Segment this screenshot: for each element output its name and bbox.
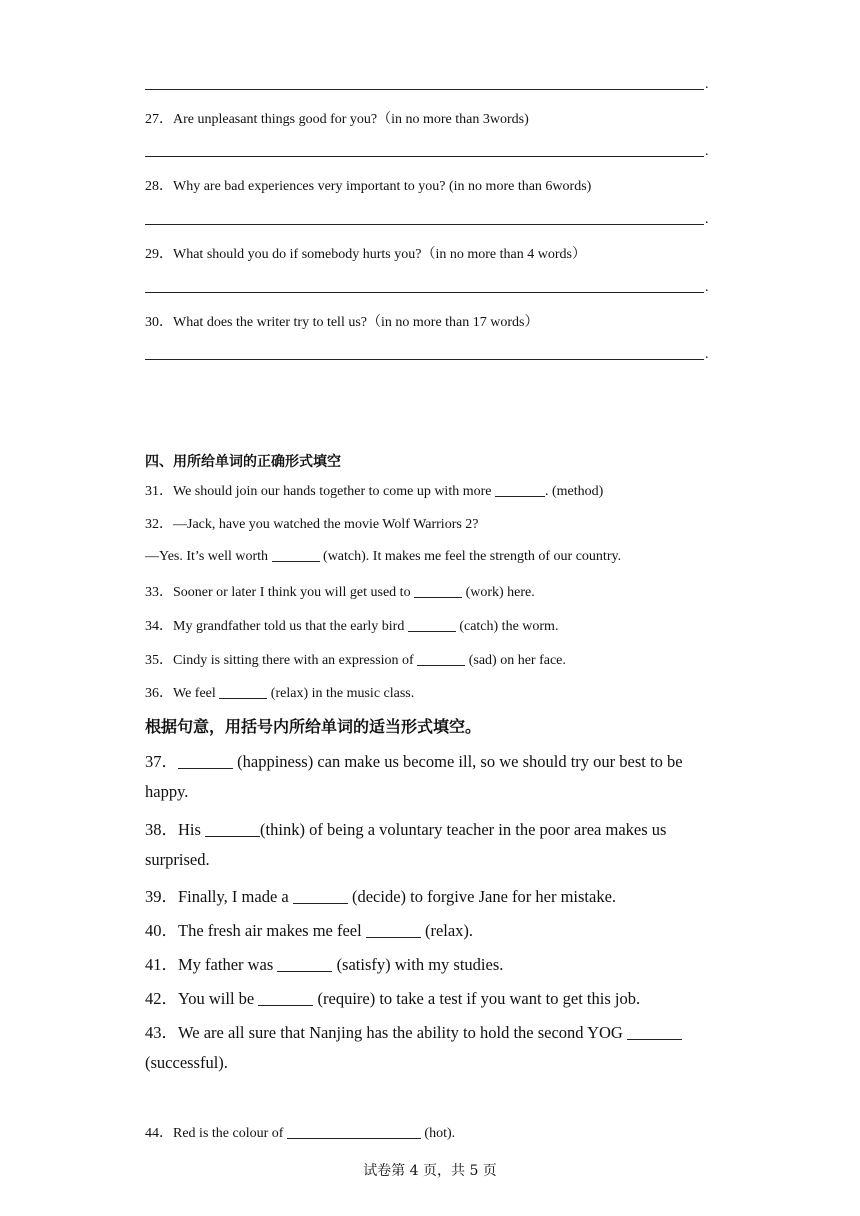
- question-number: 28．: [145, 179, 173, 194]
- question-text: What does the writer try to tell us?（in no more than 17 words）: [173, 315, 539, 330]
- answer-line-27[interactable]: [145, 156, 704, 157]
- question-32: [145, 513, 479, 533]
- answer-line-end-dot: .: [705, 144, 709, 159]
- question-30: [145, 311, 538, 331]
- question-text-after: (satisfy) with my studies.: [332, 955, 504, 974]
- fill-blank[interactable]: [408, 617, 456, 632]
- question-text-after: (relax).: [420, 921, 474, 940]
- question-32-reply: [145, 547, 621, 565]
- fill-blank[interactable]: [495, 482, 545, 497]
- question-number: 33．: [145, 585, 173, 600]
- question-text-after: (work) here.: [462, 585, 535, 600]
- fill-blank[interactable]: [205, 820, 260, 838]
- question-text-before: Finally, I made a: [178, 887, 293, 906]
- question-27: [145, 108, 529, 128]
- question-number: 44．: [145, 1126, 173, 1141]
- fill-blank[interactable]: [627, 1023, 682, 1041]
- question-text-before: The fresh air makes me feel: [178, 921, 366, 940]
- question-43: [145, 1019, 682, 1043]
- question-text-after: (watch). It makes me feel the strength of our country.: [319, 549, 622, 564]
- question-text: What should you do if somebody hurts you?（in no more than 4 words）: [173, 247, 586, 262]
- question-text-after: (relax) in the music class.: [267, 686, 415, 701]
- question-number: 30．: [145, 315, 173, 330]
- question-43-continuation: (successful).: [145, 1053, 228, 1072]
- answer-line-30[interactable]: [145, 359, 704, 360]
- question-38-continuation: surprised.: [145, 850, 210, 869]
- question-text-before: —Yes. It’s well worth: [145, 549, 272, 564]
- fill-blank[interactable]: [178, 752, 233, 770]
- question-number: 35．: [145, 653, 173, 668]
- page-footer: 试卷第 4 页，共 5 页: [363, 1163, 497, 1179]
- fill-blank[interactable]: [258, 989, 313, 1007]
- fill-blank[interactable]: [219, 684, 267, 699]
- question-38: [145, 816, 666, 840]
- question-text-after: (require) to take a test if you want to get this job.: [313, 989, 641, 1008]
- answer-line-end-dot: .: [705, 347, 709, 362]
- section-heading: 四、用所给单词的正确形式填空: [145, 454, 341, 470]
- question-text-before: We are all sure that Nanjing has the ability to hold the second YOG: [178, 1023, 627, 1042]
- question-text-after: (happiness) can make us become ill, so we should try our best to be: [233, 752, 683, 771]
- fill-blank[interactable]: [414, 583, 462, 598]
- answer-line-end-dot: .: [705, 280, 709, 295]
- question-number: 34．: [145, 619, 173, 634]
- question-37-continuation: happy.: [145, 782, 189, 801]
- question-number: 43．: [145, 1023, 178, 1042]
- question-34: [145, 615, 558, 635]
- fill-blank[interactable]: [277, 955, 332, 973]
- question-number: 27．: [145, 112, 173, 127]
- question-text: Why are bad experiences very important to you? (in no more than 6words): [173, 179, 592, 194]
- question-text-after: (sad) on her face.: [465, 653, 566, 668]
- question-number: 41．: [145, 955, 178, 974]
- question-number: 42．: [145, 989, 178, 1008]
- question-text-before: Sooner or later I think you will get used to: [173, 585, 415, 600]
- question-number: 36．: [145, 686, 173, 701]
- question-39: [145, 883, 616, 907]
- question-text-before: We should join our hands together to come up with more: [173, 484, 495, 499]
- question-text-after: (think) of being a voluntary teacher in the poor area makes us: [260, 820, 667, 839]
- question-40: [145, 917, 473, 941]
- question-number: 39．: [145, 887, 178, 906]
- question-text: —Jack, have you watched the movie Wolf Warriors 2?: [173, 517, 479, 532]
- question-text-before: My grandfather told us that the early bird: [173, 619, 408, 634]
- fill-blank[interactable]: [287, 1124, 421, 1139]
- question-text-before: My father was: [178, 955, 278, 974]
- question-text-before: Red is the colour of: [173, 1126, 287, 1141]
- question-text-after: (catch) the worm.: [455, 619, 559, 634]
- question-41: [145, 951, 503, 975]
- question-29: [145, 243, 586, 263]
- question-number: 37．: [145, 752, 178, 771]
- question-number: 29．: [145, 247, 173, 262]
- question-text-before: We feel: [173, 686, 220, 701]
- section-heading: 根据句意，用括号内所给单词的适当形式填空。: [145, 717, 482, 736]
- question-text-after: (hot).: [420, 1126, 456, 1141]
- answer-line-end-dot: .: [705, 77, 709, 92]
- question-text-before: You will be: [178, 989, 259, 1008]
- question-33: [145, 581, 535, 601]
- answer-line-26[interactable]: [145, 89, 704, 90]
- question-42: [145, 985, 640, 1009]
- fill-blank[interactable]: [293, 887, 348, 905]
- question-35: [145, 649, 566, 669]
- question-28: [145, 175, 591, 195]
- fill-blank[interactable]: [366, 921, 421, 939]
- question-text-after: . (method): [544, 484, 604, 499]
- answer-line-29[interactable]: [145, 292, 704, 293]
- question-37: [145, 748, 683, 772]
- question-number: 40．: [145, 921, 178, 940]
- fill-blank[interactable]: [272, 547, 320, 562]
- question-36: [145, 682, 414, 702]
- question-number: 32．: [145, 517, 173, 532]
- answer-line-end-dot: .: [705, 212, 709, 227]
- question-text-before: His: [178, 820, 206, 839]
- question-number: 31．: [145, 484, 173, 499]
- answer-line-28[interactable]: [145, 224, 704, 225]
- question-text-after: (decide) to forgive Jane for her mistake.: [347, 887, 617, 906]
- question-text: Are unpleasant things good for you?（in no more than 3words): [173, 112, 529, 127]
- question-text-before: Cindy is sitting there with an expression of: [173, 653, 418, 668]
- question-44: [145, 1122, 455, 1142]
- question-31: [145, 480, 603, 500]
- question-number: 38．: [145, 820, 178, 839]
- fill-blank[interactable]: [417, 651, 465, 666]
